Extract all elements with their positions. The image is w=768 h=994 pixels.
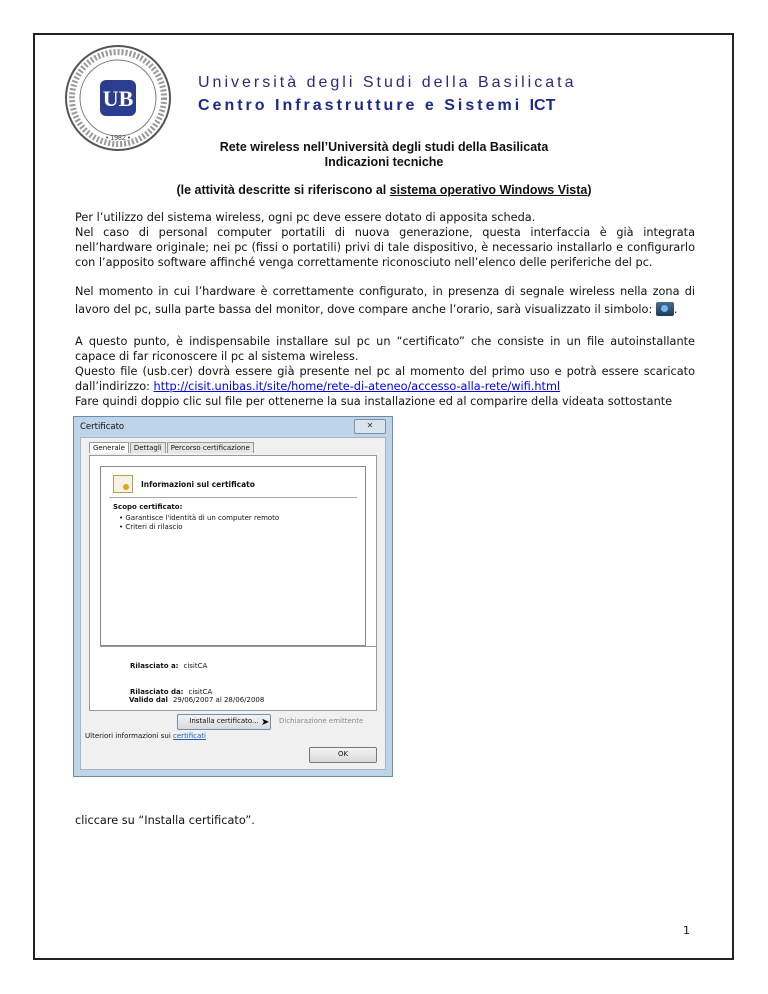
ok-button[interactable]: OK	[309, 747, 377, 763]
issued-to-label: Rilasciato a:	[130, 662, 179, 670]
issued-by-value: cisitCA	[188, 688, 213, 696]
scope-bullet: • Criteri di rilascio	[119, 523, 183, 531]
issuer-statement-button[interactable]: Dichiarazione emittente	[279, 717, 364, 725]
dialog-tabs	[89, 442, 255, 453]
tab-dettagli[interactable]: Dettagli	[130, 442, 166, 453]
subtitle-suffix: )	[587, 183, 592, 197]
wireless-network-icon	[656, 302, 674, 316]
info-divider	[109, 497, 357, 498]
center-name-upper: Centro Infrastrutture e Sistemi	[198, 97, 523, 114]
paragraph-intro	[75, 210, 695, 270]
center-name-ict: ICT	[529, 97, 556, 114]
issued-to-value: cisitCA	[183, 662, 208, 670]
info-heading: Informazioni sul certificato	[141, 480, 255, 489]
svg-text:• 1982 •: • 1982 •	[105, 135, 131, 142]
mouse-cursor-icon: ➤	[261, 717, 270, 728]
certificate-icon	[113, 475, 133, 493]
more-info-line	[85, 732, 206, 740]
university-seal-logo	[64, 44, 172, 152]
general-tab-panel	[89, 455, 377, 711]
dialog-body	[80, 437, 386, 770]
issued-to-row	[130, 662, 207, 670]
paragraph-5-text: Questo file (usb.cer) dovrà essere già presente nel pc al momento del primo uso e potrà essere scaricato dall’indirizzo:	[75, 365, 695, 393]
certificate-dialog	[73, 416, 393, 777]
paragraph-3-text: Nel momento in cui l’hardware è correttamente configurato, in presenza di segnale wireless nella zona di lavoro del pc, sulla parte bassa del monitor, dove compare anche l’orario, sarà visualizzato il simbolo:	[75, 285, 695, 316]
document-subtitle	[0, 183, 768, 197]
paragraph-3	[75, 283, 695, 319]
valid-row	[129, 696, 264, 704]
wifi-download-link[interactable]: http://cisit.unibas.it/site/home/rete-di-ateneo/accesso-alla-rete/wifi.html	[153, 380, 561, 393]
issued-by-row	[130, 688, 212, 696]
paragraph-block-2	[75, 334, 695, 409]
close-icon[interactable]: ✕	[354, 419, 386, 434]
svg-text:UB: UB	[102, 86, 134, 111]
scope-bullet: • Garantisce l'identità di un computer remoto	[119, 514, 280, 522]
dialog-title: Certificato	[80, 422, 125, 432]
document-title	[0, 140, 768, 170]
university-name: Università degli Studi della Basilicata	[198, 74, 577, 91]
paragraph-3-end: .	[673, 303, 678, 316]
paragraph-5	[75, 364, 695, 394]
tab-percorso-certificazione[interactable]: Percorso certificazione	[167, 442, 254, 453]
paragraph-7: cliccare su “Installa certificato”.	[75, 814, 255, 827]
install-certificate-button[interactable]: Installa certificato...	[177, 714, 271, 730]
center-name	[198, 97, 555, 115]
paragraph-2: Nel caso di personal computer portatili di nuova generazione, questa interfaccia è già integrata nell’hardware originale; nei pc (fissi o portatili) privi di tale dispositivo, è necessario installarlo e configurarlo con l’apposito software affinché venga correttamente riconosciuto nell’elenco delle periferiche del pc.	[75, 226, 695, 269]
certificate-info-box	[100, 466, 366, 646]
scope-label: Scopo certificato:	[113, 503, 183, 511]
panel-divider	[100, 646, 376, 647]
title-line-1: Rete wireless nell’Università degli studi della Basilicata	[219, 140, 549, 154]
more-info-text: Ulteriori informazioni sui	[85, 732, 174, 740]
tab-generale[interactable]: Generale	[89, 442, 129, 453]
paragraph-6: Fare quindi doppio clic sul file per ottenerne la sua installazione ed al comparire della videata sottostante	[75, 395, 673, 408]
subtitle-os: sistema operativo Windows Vista	[389, 183, 588, 197]
subtitle-prefix: (le attività descritte si riferiscono al	[176, 183, 390, 197]
valid-value: 29/06/2007 al 28/06/2008	[172, 696, 265, 704]
certificates-link[interactable]: certificati	[173, 732, 206, 740]
paragraph-4: A questo punto, è indispensabile installare sul pc un “certificato” che consiste in un file autoinstallante capace di far riconoscere il pc al sistema wireless.	[75, 335, 695, 363]
valid-label: Valido dal	[129, 696, 168, 704]
page-number: 1	[683, 924, 690, 937]
issued-by-label: Rilasciato da:	[130, 688, 184, 696]
title-line-2: Indicazioni tecniche	[324, 155, 444, 169]
paragraph-1: Per l’utilizzo del sistema wireless, ogni pc deve essere dotato di apposita scheda.	[75, 211, 536, 224]
